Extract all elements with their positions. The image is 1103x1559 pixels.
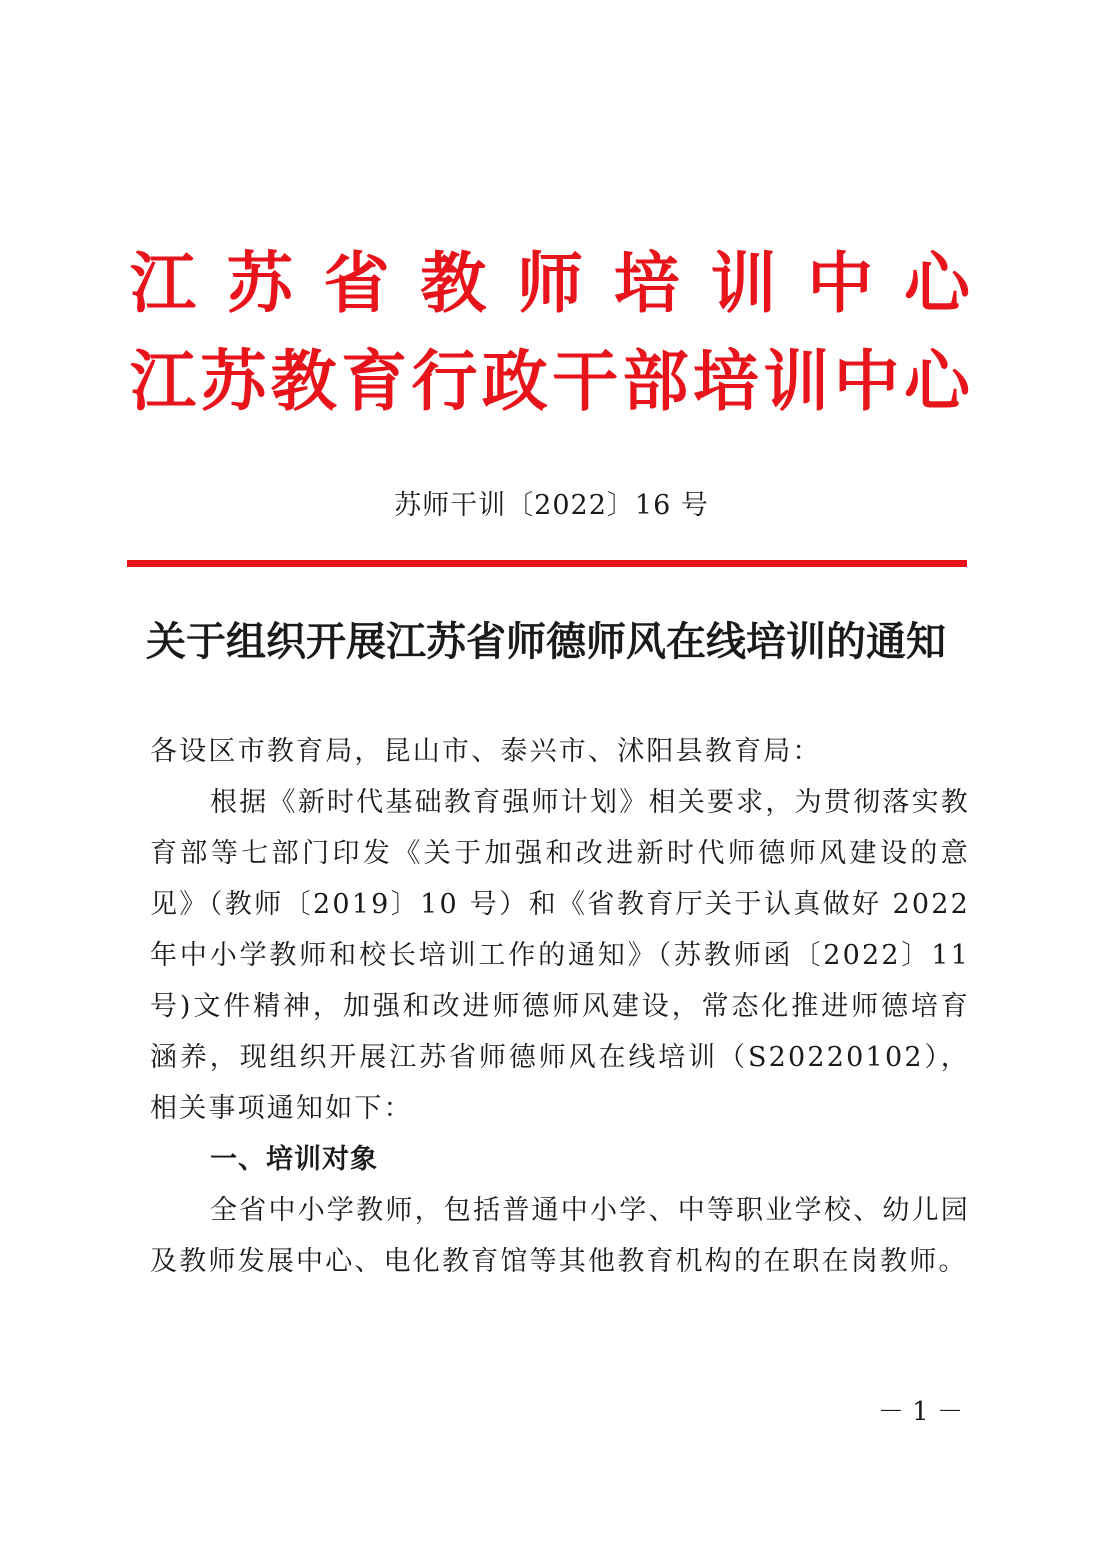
- header-char: 育: [341, 343, 408, 420]
- header-char: 心: [903, 343, 970, 420]
- document-number: 苏师干训〔2022〕16 号: [394, 490, 709, 521]
- header-char: 行: [411, 343, 478, 420]
- header-char: 训: [763, 343, 830, 420]
- header-char: 干: [552, 343, 619, 420]
- header-char: 师: [517, 245, 583, 322]
- page-number: － 1 －: [877, 1397, 963, 1427]
- body-paragraph-2: 全省中小学教师，包括普通中小学、中等职业学校、幼儿园及教师发展中心、电化教育馆等其他教育机构的在职在岗教师。: [150, 1195, 970, 1277]
- document-title: 关于组织开展江苏省师德师风在线培训的通知: [146, 618, 946, 665]
- header-char: 江: [130, 245, 196, 322]
- header-char: 部: [622, 343, 689, 420]
- header-char: 教: [420, 245, 487, 322]
- salutation: 各设区市教育局，昆山市、泰兴市、沭阳县教育局：: [150, 736, 822, 767]
- body-paragraph-1: 根据《新时代基础教育强师计划》相关要求，为贯彻落实教育部等七部门印发《关于加强和改进新时代师德师风建设的意见》（教师〔2019〕10 号）和《省教育厅关于认真做好 2022 年中小学教师和校长培训工作的通知》（苏教师函〔2022〕11 号)文件精神，加强和改进师德师风建设，常态化推进师德培育涵养，现组织开展江苏省师德师风在线培训（S20220102），相关事项通知如下：: [150, 787, 970, 1124]
- header-char: 中: [833, 343, 900, 420]
- header-char: 培: [613, 245, 680, 322]
- header-char: 中: [807, 245, 874, 322]
- section-heading-1: 一、培训对象: [210, 1144, 378, 1175]
- header-char: 教: [270, 343, 337, 420]
- header-char: 苏: [226, 245, 293, 322]
- header-char: 苏: [200, 343, 267, 420]
- red-divider-rule: [127, 560, 967, 567]
- header-char: 培: [692, 343, 759, 420]
- header-char: 省: [323, 245, 390, 322]
- header-char: 政: [481, 343, 548, 420]
- header-char: 心: [904, 245, 970, 322]
- header-char: 江: [130, 343, 196, 420]
- issuer-header-line-1: [130, 244, 970, 324]
- issuer-header-line-2: [130, 342, 970, 422]
- header-char: 训: [710, 245, 777, 322]
